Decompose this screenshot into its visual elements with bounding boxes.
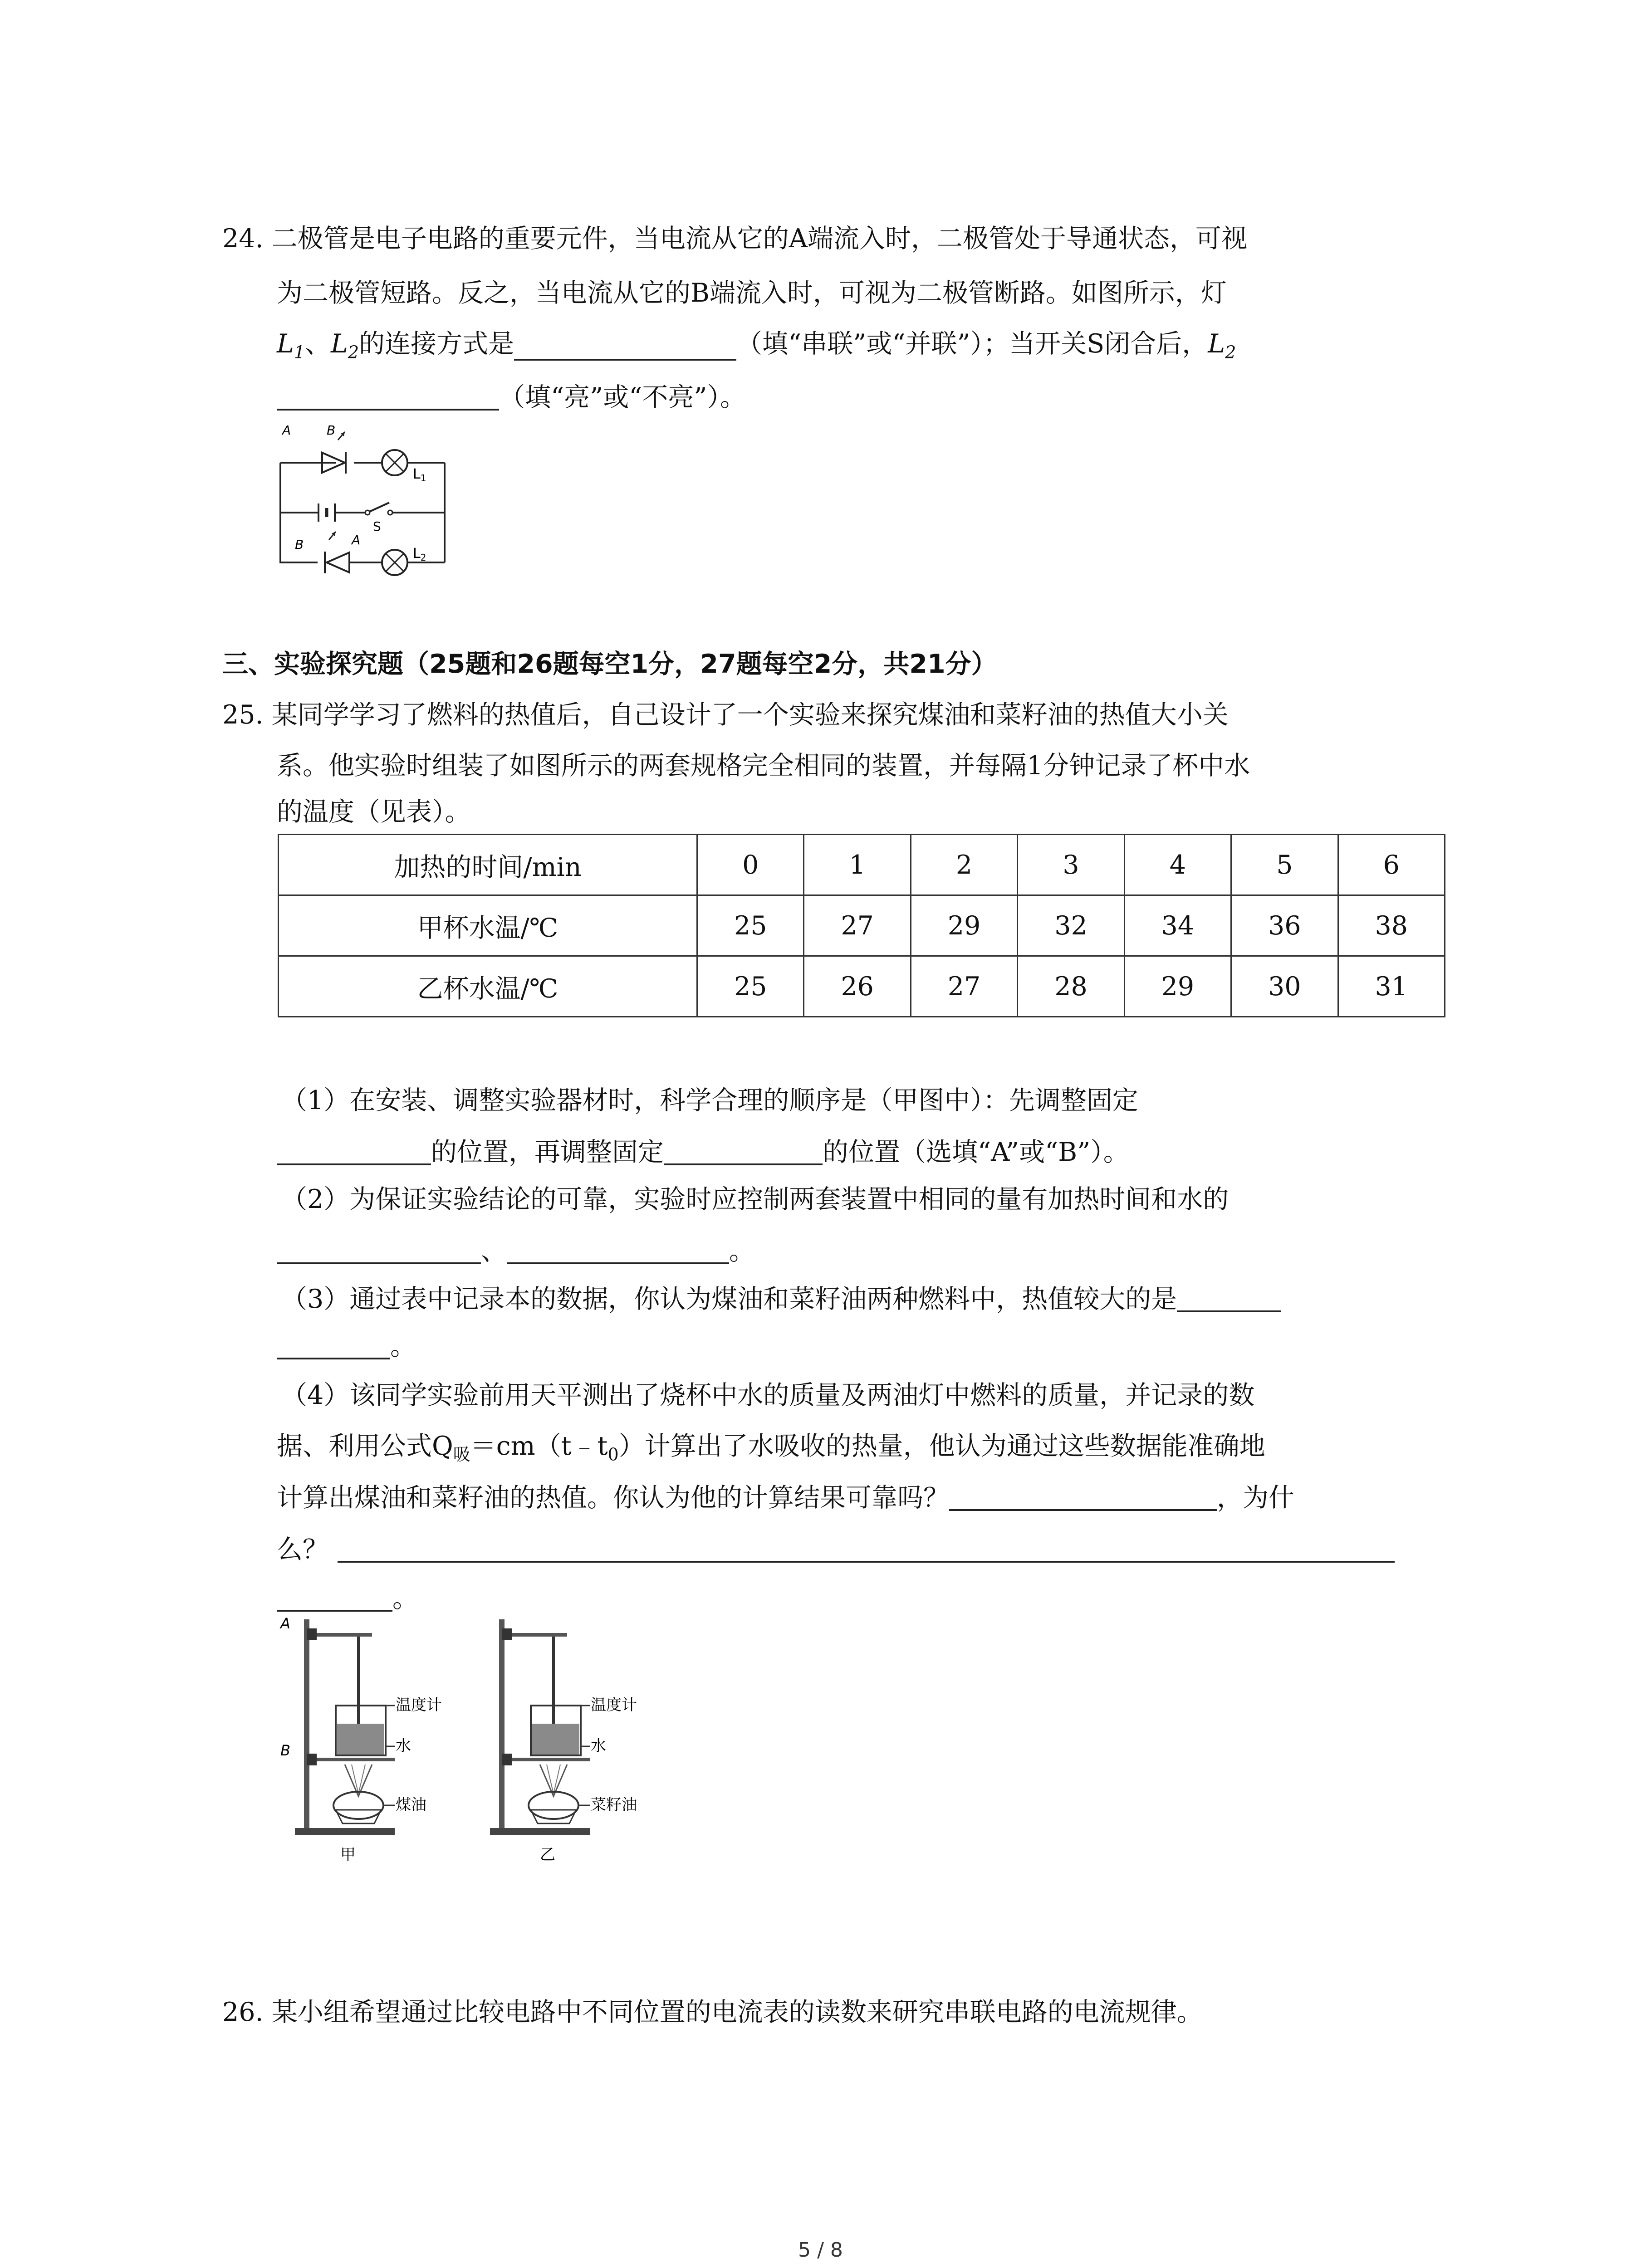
q24-connection-text: 的连接方式是 <box>359 329 514 359</box>
q25-text-1: 某同学学习了燃料的热值后，自己设计了一个实验来探究煤油和菜籽油的热值大小关 <box>271 700 1229 730</box>
q25-part3-line1: （3）通过表中记录本的数据，你认为煤油和菜籽油两种燃料中，热值较大的是 <box>281 1286 1281 1312</box>
circuit-label-a-top: A <box>282 423 291 438</box>
caption-yi: 乙 <box>540 1846 555 1864</box>
var-l2: $L_2$ <box>331 329 359 362</box>
table-row-label: 乙杯水温/℃ <box>279 956 697 1017</box>
q25-part1-line1: （1）在安装、调整实验器材时，科学合理的顺序是（甲图中）：先调整固定 <box>281 1085 1138 1115</box>
table-header-time: 加热的时间/min <box>279 835 697 895</box>
table-row-time <box>279 835 1445 895</box>
var-l1: $L_1$ <box>277 329 305 362</box>
q25-line3: 的温度（见表）。 <box>277 797 471 827</box>
table-cell: 5 <box>1231 835 1338 895</box>
section-3-title: 三、实验探究题（25题和26题每空1分，27题每空2分，共21分） <box>222 649 997 679</box>
answer-blank-brightness[interactable] <box>277 385 499 411</box>
table-row-yi <box>279 956 1445 1017</box>
table-cell: 3 <box>1018 835 1124 895</box>
apparatus-yi <box>490 1619 590 1835</box>
answer-blank-reliable[interactable] <box>949 1486 1217 1511</box>
table-cell: 4 <box>1124 835 1231 895</box>
answer-blank-connection[interactable] <box>514 335 736 361</box>
q25-part4-line1: （4）该同学实验前用天平测出了烧杯中水的质量及两油灯中燃料的质量，并记录的数 <box>281 1380 1255 1410</box>
heating-apparatus-figure <box>277 1615 685 1869</box>
q25-part3-line2: 。 <box>277 1334 416 1359</box>
table-cell: 32 <box>1018 895 1124 956</box>
diode-circuit-diagram <box>277 422 449 576</box>
label-fuel-2: 菜籽油 <box>591 1796 637 1814</box>
q25-part1-line2: 的位置，再调整固定 的位置（选填“A”或“B”）。 <box>277 1139 1129 1165</box>
circuit-label-a-bottom: A <box>352 533 361 547</box>
var-l2-end: $L_2$ <box>1208 329 1236 362</box>
table-cell: 6 <box>1338 835 1445 895</box>
answer-blank-reason-cont[interactable] <box>277 1586 392 1612</box>
label-thermometer-1: 温度计 <box>396 1696 442 1714</box>
q26-text-1: 某小组希望通过比较电路中不同位置的电流表的读数来研究串联电路的电流规律。 <box>271 1997 1203 2027</box>
caption-jia: 甲 <box>340 1846 356 1864</box>
table-cell: 27 <box>804 895 911 956</box>
q24-brightness-text: （填“亮”或“不亮”）。 <box>499 382 746 412</box>
temperature-table <box>278 834 1445 1017</box>
q25-part4-line2: 据、利用公式$Q_吸=cm(t﹣t_0)$计算出了水吸收的热量，他认为通过这些数据能准确地 <box>277 1431 1265 1465</box>
table-cell: 34 <box>1124 895 1231 956</box>
q24-line4 <box>277 382 746 412</box>
q25-number: 25. <box>222 700 264 730</box>
answer-blank-reason[interactable] <box>338 1537 1395 1563</box>
table-cell: 1 <box>804 835 911 895</box>
answer-blank-heat-value-cont[interactable] <box>277 1334 390 1359</box>
answer-blank-heat-value[interactable] <box>1177 1287 1281 1312</box>
table-row-jia <box>279 895 1445 956</box>
q24-text-1: 二极管是电子电路的重要元件，当电流从它的A端流入时，二极管处于导通状态，可视 <box>271 224 1247 254</box>
label-a: A <box>280 1615 290 1632</box>
table-cell: 0 <box>697 835 804 895</box>
label-water-2: 水 <box>591 1737 606 1755</box>
circuit-label-b-top: B <box>327 423 336 438</box>
q26-number: 26. <box>222 1997 264 2027</box>
q24-switch-text: （填“串联”或“并联”）；当开关S闭合后， <box>736 329 1208 359</box>
table-cell: 25 <box>697 956 804 1017</box>
table-cell: 30 <box>1231 956 1338 1017</box>
q25-part4-line3: 计算出煤油和菜籽油的热值。你认为他的计算结果可靠吗？ ，为什 <box>277 1483 1294 1513</box>
q24-line2: 为二极管短路。反之，当电流从它的B端流入时，可视为二极管断路。如图所示，灯 <box>277 278 1227 308</box>
table-row-label: 甲杯水温/℃ <box>279 895 697 956</box>
table-cell: 38 <box>1338 895 1445 956</box>
q26-line1 <box>222 1999 1203 2025</box>
q25-part2-line1: （2）为保证实验结论的可靠，实验时应控制两套装置中相同的量有加热时间和水的 <box>281 1184 1229 1214</box>
table-cell: 25 <box>697 895 804 956</box>
q24-number: 24. <box>222 224 264 254</box>
table-cell: 36 <box>1231 895 1338 956</box>
table-cell: 31 <box>1338 956 1445 1017</box>
label-water-1: 水 <box>396 1737 411 1755</box>
table-cell: 28 <box>1018 956 1124 1017</box>
answer-blank-controlled-2[interactable] <box>507 1239 729 1264</box>
answer-blank-controlled-1[interactable] <box>277 1239 481 1264</box>
table-cell: 2 <box>911 835 1017 895</box>
answer-blank-second-adjust[interactable] <box>664 1140 823 1165</box>
label-thermometer-2: 温度计 <box>591 1696 637 1714</box>
q25-line1 <box>222 702 1229 728</box>
q24-line1 <box>222 226 1247 252</box>
circuit-label-l2: $L_2$ <box>413 546 426 563</box>
q25-line2: 系。他实验时组装了如图所示的两套规格完全相同的装置，并每隔1分钟记录了杯中水 <box>277 751 1250 781</box>
q25-part2-line2: 、 。 <box>277 1238 755 1264</box>
label-b: B <box>280 1742 290 1759</box>
table-cell: 26 <box>804 956 911 1017</box>
table-cell: 29 <box>911 895 1017 956</box>
circuit-label-b-bottom: B <box>295 537 304 552</box>
table-cell: 27 <box>911 956 1017 1017</box>
q25-part4-line4: 么？ <box>277 1537 1395 1563</box>
circuit-label-l1: $L_1$ <box>413 466 426 484</box>
q25-part4-line5: 。 <box>277 1586 418 1612</box>
circuit-label-s: S <box>373 519 381 534</box>
apparatus-jia <box>295 1619 395 1835</box>
q24-line3: $L_1$、$L_2$的连接方式是 （填“串联”或“并联”）；当开关S闭合后，$L_2$ <box>277 329 1236 362</box>
label-fuel-1: 煤油 <box>396 1796 426 1814</box>
table-cell: 29 <box>1124 956 1231 1017</box>
answer-blank-first-adjust[interactable] <box>277 1140 431 1165</box>
page-number: 5 / 8 <box>798 2239 843 2262</box>
